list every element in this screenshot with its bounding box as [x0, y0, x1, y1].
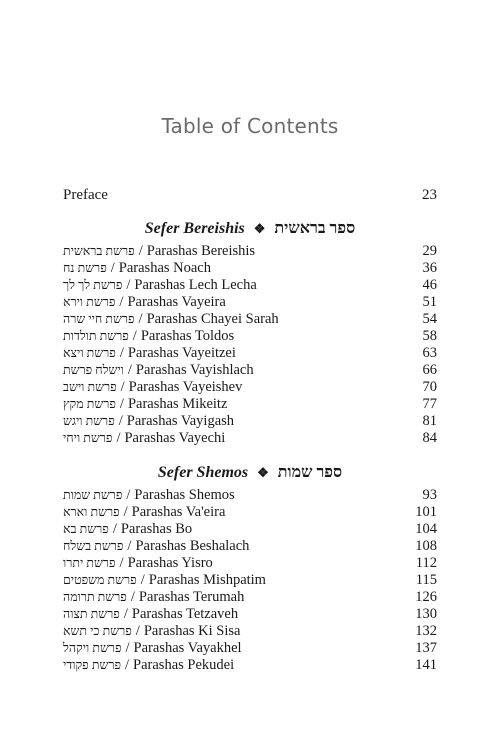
diamond-divider-icon: ❖ — [253, 221, 266, 236]
toc-entry-hebrew: פרשת תצוה — [63, 607, 120, 621]
toc-entry-page-number: 77 — [422, 396, 437, 412]
toc-entry-label — [63, 294, 226, 311]
toc-entry-english: Parashas Chayei Sarah — [146, 311, 279, 327]
toc-entry-english: Parashas Lech Lecha — [134, 277, 257, 293]
section-hebrew-title: ספר שמות — [277, 464, 343, 481]
toc-entry-label — [63, 521, 192, 538]
toc-entry-english: Parashas Vayeishev — [128, 379, 243, 395]
toc-entry-hebrew: פרשת בא — [63, 522, 109, 536]
toc-entry-hebrew: פרשת נח — [63, 261, 107, 275]
toc-entry-label — [63, 277, 257, 294]
toc-entry-english: Parashas Terumah — [138, 589, 245, 605]
toc-entry-separator: / — [119, 294, 124, 310]
toc-entry[interactable] — [63, 555, 437, 572]
toc-entry-separator: / — [125, 640, 130, 656]
toc-entry-english: Parashas Vayechi — [124, 430, 226, 446]
toc-entry[interactable] — [63, 311, 437, 328]
toc-entry-separator: / — [127, 538, 132, 554]
toc-entry-hebrew: פרשת וירא — [63, 295, 116, 309]
toc-entry-hebrew: פרשת ויגש — [63, 414, 115, 428]
toc-entry-english: Parashas Va'eira — [131, 504, 226, 520]
toc-entry-page-number: 141 — [415, 657, 437, 673]
toc-entry-hebrew: פרשת תולדות — [63, 329, 129, 343]
section-hebrew-title: ספר בראשית — [274, 220, 356, 237]
diamond-divider-icon: ❖ — [257, 465, 269, 480]
toc-entry-label — [63, 260, 211, 277]
toc-entry-hebrew: פרשת שמות — [63, 488, 123, 502]
toc-entry-page-number: 126 — [415, 589, 437, 605]
toc-entry-page-number: 36 — [422, 260, 437, 276]
toc-entry[interactable] — [63, 362, 437, 379]
toc-entry-label — [63, 430, 225, 447]
toc-entry-english: Parashas Yisro — [127, 555, 213, 571]
toc-entry-english: Parashas Bo — [120, 521, 193, 537]
toc-entry-page-number: 54 — [422, 311, 437, 327]
toc-entry-label — [63, 328, 234, 345]
toc-entry-page-number: 130 — [415, 606, 437, 622]
section-english-title: Sefer Shemos — [157, 464, 249, 481]
toc-entry-page-number: 29 — [422, 243, 437, 259]
toc-entry-separator: / — [127, 362, 132, 378]
toc-entry-hebrew: פרשת בשלח — [63, 539, 124, 553]
toc-preface-entry[interactable] — [63, 186, 437, 205]
toc-entry[interactable] — [63, 623, 437, 640]
toc-entry[interactable] — [63, 504, 437, 521]
toc-entry-english: Parashas Tetzaveh — [131, 606, 239, 622]
toc-entry-page-number: 84 — [422, 430, 437, 446]
toc-entry-label — [63, 572, 266, 589]
toc-entry-page-number: 63 — [422, 345, 437, 361]
toc-entry-hebrew: פרשת ויצא — [63, 346, 116, 360]
toc-entry-page-number: 132 — [415, 623, 437, 639]
toc-entry-hebrew: פרשת פקודי — [63, 658, 122, 672]
toc-entry-separator: / — [140, 572, 145, 588]
toc-entry-separator: / — [130, 589, 135, 605]
toc-entry-separator: / — [112, 521, 117, 537]
preface-page-number: 23 — [422, 187, 437, 203]
toc-entry[interactable] — [63, 260, 437, 277]
toc-entry[interactable] — [63, 657, 437, 674]
toc-entry-separator: / — [126, 487, 131, 503]
toc-entry-separator: / — [138, 311, 143, 327]
toc-entry-page-number: 58 — [422, 328, 437, 344]
toc-entry-english: Parashas Ki Sisa — [143, 623, 241, 639]
toc-entry-label — [63, 487, 235, 504]
toc-entry-separator: / — [116, 430, 121, 446]
toc-entry[interactable] — [63, 379, 437, 396]
toc-entry-label — [63, 589, 244, 606]
toc-entry[interactable] — [63, 243, 437, 260]
page-title: Table of Contents — [161, 114, 339, 138]
toc-entry-page-number: 112 — [415, 555, 437, 571]
toc-entry-separator: / — [125, 657, 130, 673]
section-english-title: Sefer Bereishis — [144, 220, 245, 237]
toc-entry-hebrew: פרשת תרומה — [63, 590, 127, 604]
toc-list-bereishis — [63, 243, 437, 447]
toc-entry-label — [63, 504, 225, 521]
toc-entry-separator: / — [132, 328, 137, 344]
toc-entry-separator: / — [119, 345, 124, 361]
toc-entry-separator: / — [119, 396, 124, 412]
toc-entry-english: Parashas Vayeitzei — [127, 345, 236, 361]
toc-entry-separator: / — [126, 277, 131, 293]
toc-entry-hebrew: פרשת כי תשא — [63, 624, 132, 638]
toc-entry-page-number: 81 — [422, 413, 437, 429]
toc-entry-label — [63, 657, 234, 674]
toc-entry[interactable] — [63, 328, 437, 345]
toc-entry-hebrew: פרשת ויחי — [63, 431, 113, 445]
toc-entry-label — [63, 345, 236, 362]
toc-entry-english: Parashas Vayishlach — [135, 362, 254, 378]
section-heading-shemos — [0, 464, 500, 482]
toc-entry[interactable] — [63, 396, 437, 413]
toc-entry-english: Parashas Pekudei — [133, 657, 235, 673]
toc-entry-hebrew: פרשת מקץ — [63, 397, 116, 411]
toc-entry-page-number: 104 — [415, 521, 437, 537]
preface-label: Preface — [63, 187, 108, 203]
toc-entry-label — [63, 362, 254, 379]
toc-entry-english: Parashas Bereishis — [146, 243, 256, 259]
toc-entry-separator: / — [123, 504, 128, 520]
toc-entry[interactable] — [63, 430, 437, 447]
toc-entry-label — [63, 413, 234, 430]
toc-entry-page-number: 101 — [415, 504, 437, 520]
section-heading-bereishis — [0, 220, 500, 238]
toc-entry-page-number: 70 — [422, 379, 437, 395]
toc-entry-separator: / — [135, 623, 140, 639]
toc-entry-label — [63, 606, 238, 623]
toc-entry-english: Parashas Mishpatim — [148, 572, 266, 588]
toc-entry-english: Parashas Vayeira — [127, 294, 226, 310]
toc-entry-hebrew: פרשת יתרו — [63, 556, 116, 570]
toc-entry-label — [63, 243, 255, 260]
toc-entry[interactable] — [63, 413, 437, 430]
toc-entry-separator: / — [118, 413, 123, 429]
toc-entry-label — [63, 538, 249, 555]
toc-entry[interactable] — [63, 572, 437, 589]
toc-entry-label — [63, 640, 242, 657]
toc-entry-separator: / — [110, 260, 115, 276]
toc-entry-hebrew: פרשת חיי שרה — [63, 312, 135, 326]
toc-entry-separator: / — [119, 555, 124, 571]
toc-entry-hebrew: פרשת וישב — [63, 380, 117, 394]
toc-entry-page-number: 46 — [422, 277, 437, 293]
toc-entry-english: Parashas Shemos — [134, 487, 235, 503]
toc-entry[interactable] — [63, 345, 437, 362]
toc-entry-label — [63, 396, 227, 413]
toc-entry-page-number: 108 — [415, 538, 437, 554]
toc-entry-hebrew: פרשת משפטים — [63, 573, 137, 587]
toc-entry-separator: / — [123, 606, 128, 622]
toc-entry-page-number: 66 — [422, 362, 437, 378]
toc-entry-label — [63, 555, 213, 572]
toc-entry[interactable] — [63, 606, 437, 623]
toc-entry-label — [63, 311, 279, 328]
toc-entry-page-number: 115 — [415, 572, 437, 588]
toc-entry-page-number: 137 — [415, 640, 437, 656]
toc-entry-label — [63, 379, 242, 396]
toc-entry[interactable] — [63, 277, 437, 294]
toc-entry[interactable] — [63, 640, 437, 657]
toc-entry-english: Parashas Vayigash — [126, 413, 235, 429]
toc-entry-page-number: 51 — [422, 294, 437, 310]
toc-entry[interactable] — [63, 294, 437, 311]
toc-entry[interactable] — [63, 487, 437, 504]
toc-entry[interactable] — [63, 589, 437, 606]
toc-entry-english: Parashas Beshalach — [135, 538, 250, 554]
toc-entry-separator: / — [138, 243, 143, 259]
toc-entry-hebrew: פרשת לך לך — [63, 278, 123, 292]
toc-entry[interactable] — [63, 538, 437, 555]
toc-list-shemos — [63, 487, 437, 674]
toc-entry[interactable] — [63, 521, 437, 538]
toc-entry-hebrew: פרשת בראשית — [63, 244, 135, 258]
toc-entry-english: Parashas Mikeitz — [127, 396, 228, 412]
toc-entry-hebrew: וישלח פרשת — [63, 363, 124, 377]
toc-entry-hebrew: פרשת וארא — [63, 505, 120, 519]
toc-entry-label — [63, 623, 240, 640]
toc-entry-page-number: 93 — [422, 487, 437, 503]
toc-entry-hebrew: פרשת ויקהל — [63, 641, 122, 655]
toc-entry-english: Parashas Toldos — [140, 328, 235, 344]
toc-entry-english: Parashas Noach — [118, 260, 211, 276]
toc-entry-english: Parashas Vayakhel — [133, 640, 242, 656]
toc-entry-separator: / — [120, 379, 125, 395]
